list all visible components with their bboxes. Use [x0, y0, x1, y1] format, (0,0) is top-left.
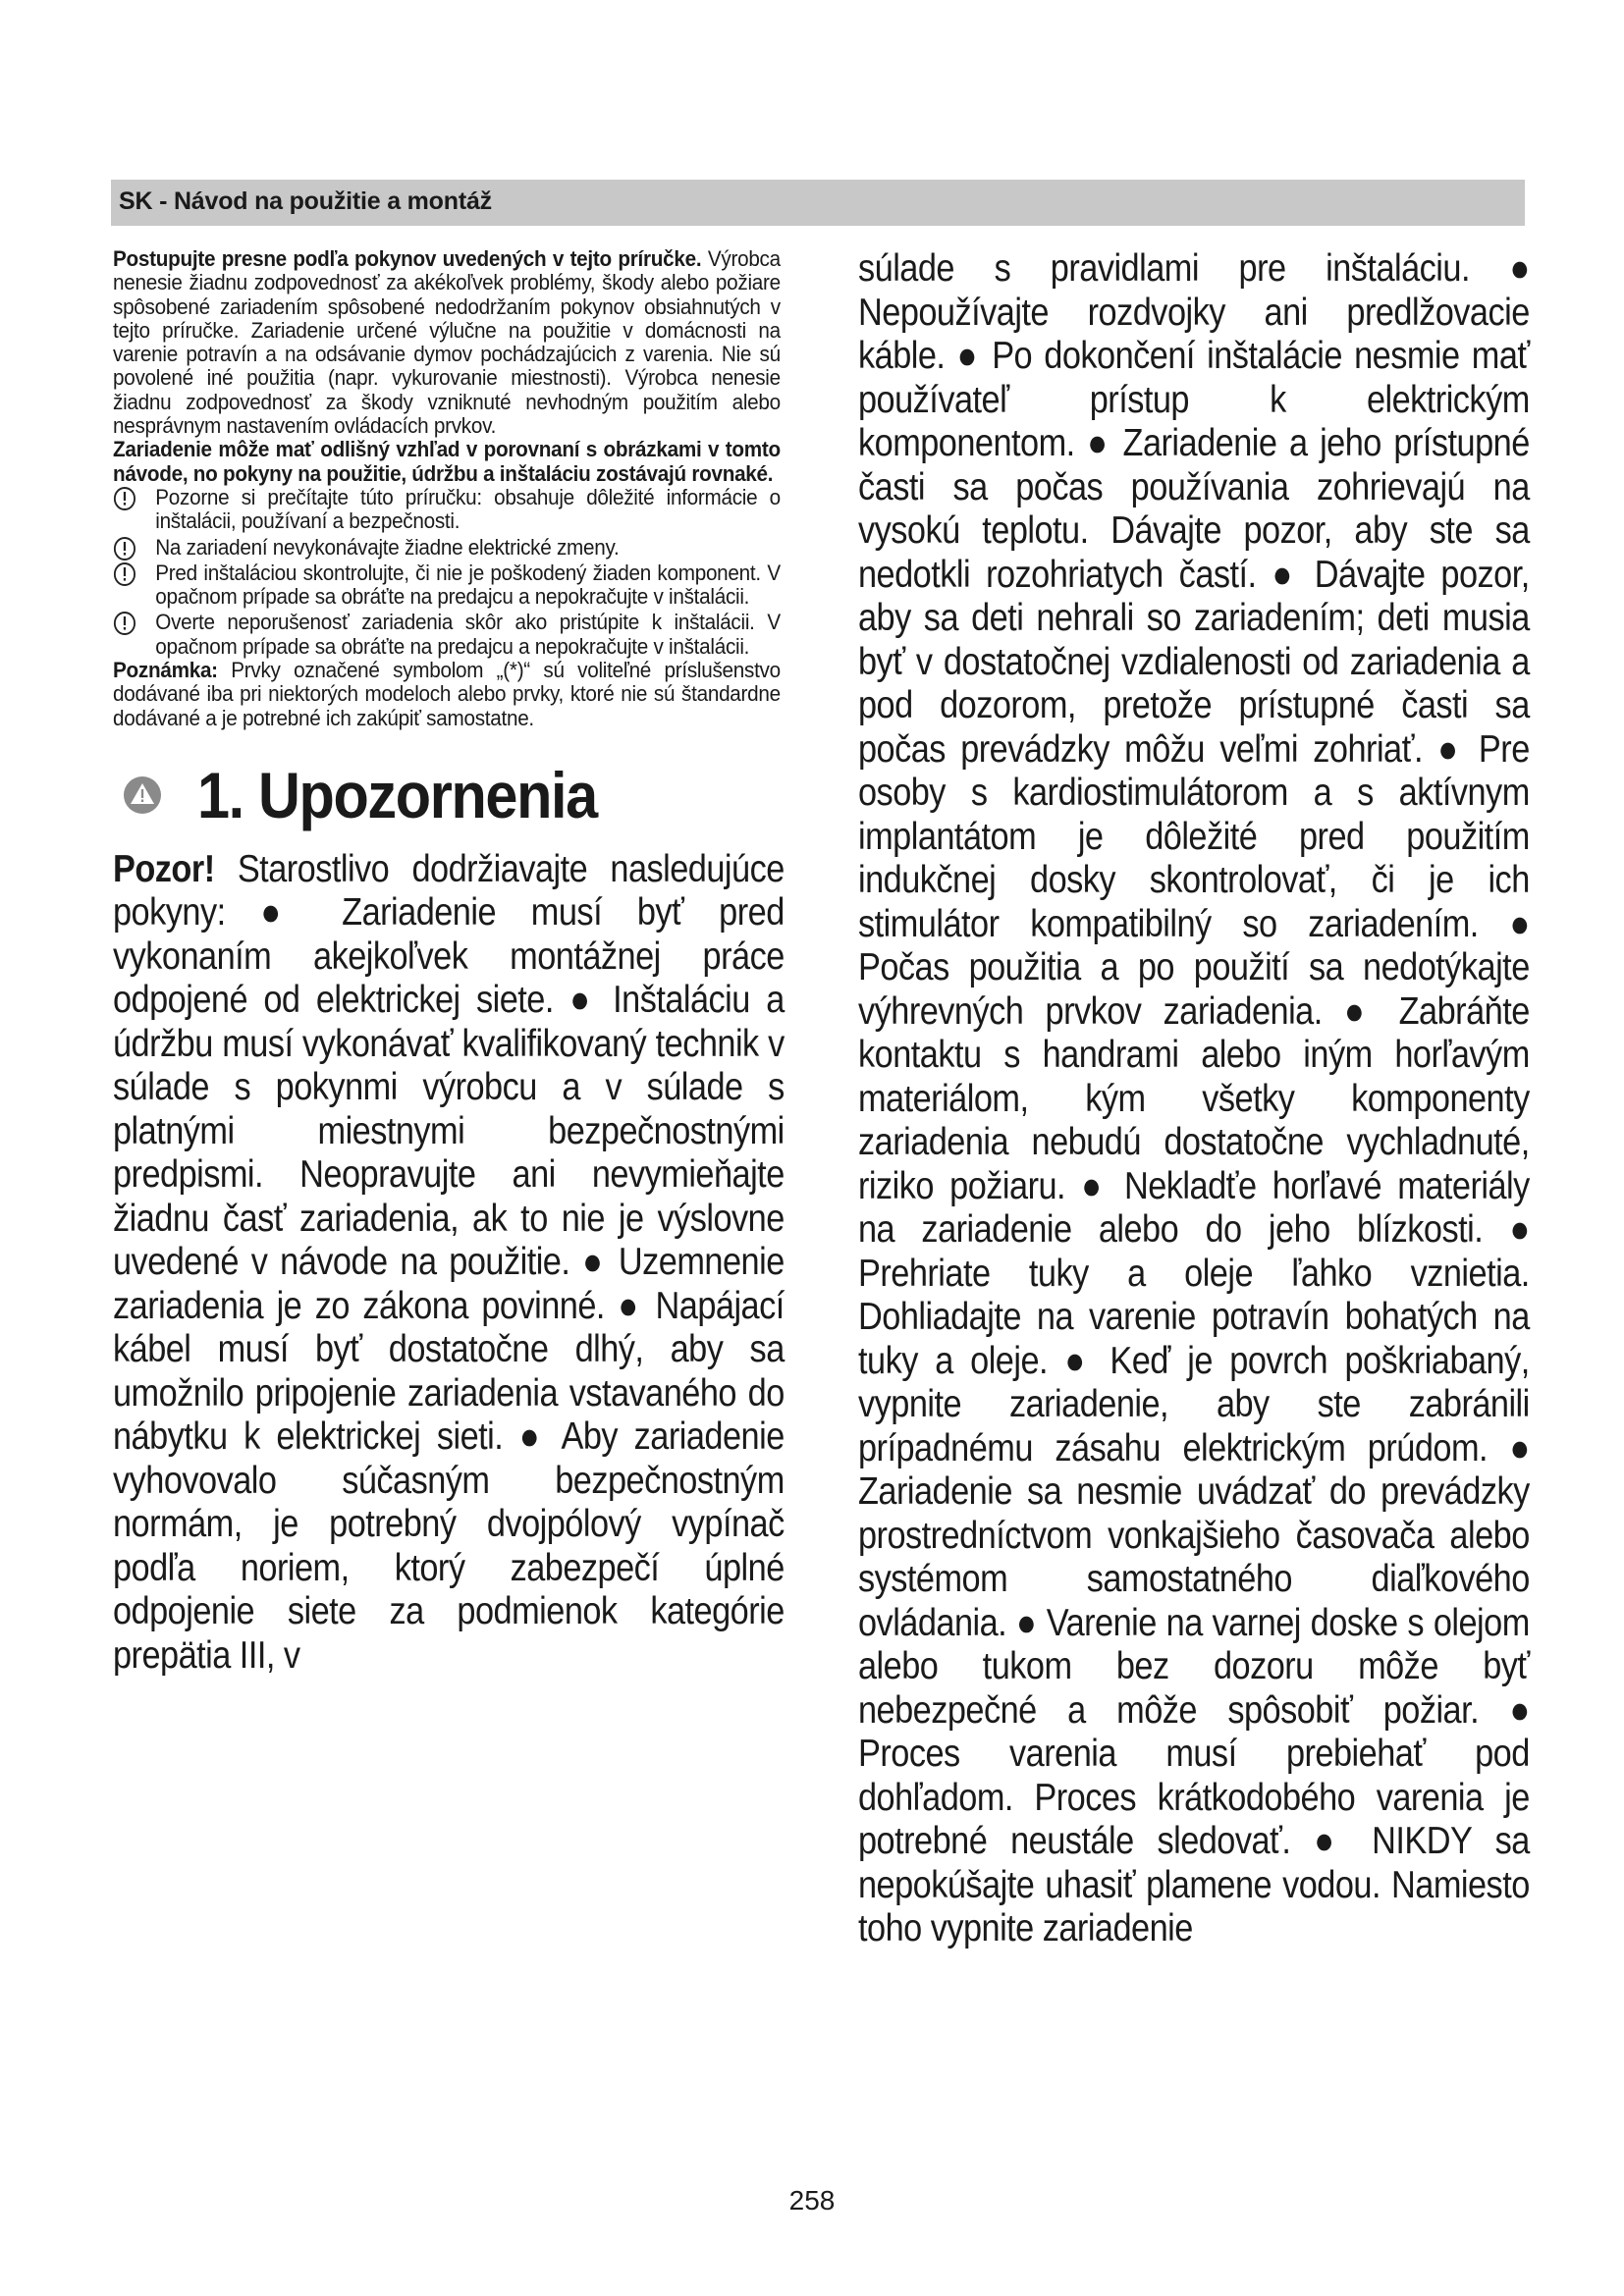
page-header-title: SK - Návod na použitie a montáž	[119, 187, 492, 215]
note-text: Prvky označené symbolom „(*)“ sú voliteľné príslušenstvo dodávané iba pri niektorých modeloch alebo prvky, ktoré nie sú štandardne dodávané a je potrebné ich zakúpiť samostatne.	[113, 658, 781, 730]
left-column	[113, 246, 785, 1678]
warning-circle-icon	[113, 561, 136, 587]
warning-text: Pozorne si prečítajte túto príručku: obsahuje dôležité informácie o inštalácii, používaní a bezpečnosti.	[155, 484, 781, 534]
right-column	[858, 247, 1528, 1951]
warning-item	[113, 486, 781, 534]
warning-item	[113, 611, 781, 659]
warning-text: Overte neporušenosť zariadenia skôr ako pristúpite k inštalácii. V opačnom prípade sa obráťte na predajcu a nepokračujte v inštalácii.	[155, 610, 781, 659]
warning-triangle-circle-icon	[123, 775, 162, 815]
warning-text: Pred inštaláciou skontrolujte, či nie je poškodený žiaden komponent. V opačnom prípade sa obráťte na predajcu a nepokračujte v inštalácii.	[155, 560, 781, 610]
warning-circle-icon	[113, 536, 136, 561]
section-body-right	[858, 247, 1530, 1951]
appearance-note: Zariadenie môže mať odlišný vzhľad v porovnaní s obrázkami v tomto návode, no pokyny na použitie, údržbu a inštaláciu zostávajú rovnaké.	[113, 437, 781, 486]
warning-text: Na zariadení nevykonávajte žiadne elektrické zmeny.	[155, 534, 620, 560]
header-bar	[111, 180, 1525, 226]
section-title: 1. Upozornenia	[197, 758, 597, 831]
section-text-right: súlade s pravidlami pre inštaláciu. ● Nepoužívajte rozdvojky ani predlžovacie káble. ● Po dokončení inštalácie nesmie mať používateľ prístup k elektrickým komponentom. ● Zariadenie a jeho prístupné časti sa počas používania zohrievajú na vysokú teplotu. Dávajte pozor, aby ste sa nedotkli rozohriatych častí. ● Dávajte pozor, aby sa deti nehrali so zariadením; deti musia byť v dostatočnej vzdialenosti od zariadenia a pod dozorom, pretože prístupné časti sa počas prevádzky môžu veľmi zohriať. ● Pre osoby s kardiostimulátorom a s aktívnym implantátom je dôležité pred použitím indukčnej dosky skontrolovať, či je ich stimulátor kompatibilný so zariadením. ● Počas použitia a po použití sa nedotýkajte výhrevných prvkov zariadenia. ● Zabráňte kontaktu s handrami alebo iným horľavým materiálom, kým všetky komponenty zariadenia nebudú dostatočne vychladnuté, riziko požiaru. ● Nekladťe horľavé materiály na zariadenie alebo do jeho blízkosti. ● Prehriate tuky a oleje ľahko vznietia. Dohliadajte na varenie potravín bohatých na tuky a oleje. ● Keď je povrch poškriabaný, vypnite zariadenie, aby ste zabránili prípadnému zásahu elektrickým prúdom. ● Zariadenie sa nesmie uvádzať do prevádzky prostredníctvom vonkajšieho časovača alebo systémom samostatného diaľkového ovládania. ● Varenie na varnej doske s olejom alebo tukom bez dozoru môže byť nebezpečné a môže spôsobiť požiar. ● Proces varenia musí prebiehať pod dohľadom. Proces krátkodobého varenia je potrebné neustále sledovať. ● NIKDY sa nepokúšajte uhasiť plamene vodou. Namiesto toho vypnite zariadenie	[858, 247, 1530, 1949]
warning-circle-icon	[113, 611, 136, 636]
intro-text: Výrobca nenesie žiadnu zodpovednosť za akékoľvek problémy, škody alebo požiare spôsobené zariadením spôsobené nedodržaním pokynov obsiahnutých v tejto príručke. Zariadenie určené výlučne na použitie v domácnosti na varenie potravín a na odsávanie dymov pochádzajúcich z varenia. Nie sú povolené iné použitia (napr. vykurovanie miestnosti). Výrobca nenesie žiadnu zodpovednosť za škody vzniknuté nevhodným použitím alebo nesprávnym nastavením ovládacích prvkov.	[113, 246, 781, 439]
note-label: Poznámka:	[113, 658, 218, 683]
warning-item	[113, 561, 781, 610]
page-number: 258	[788, 2185, 836, 2216]
section-lead: Pozor!	[113, 847, 215, 890]
intro-block	[113, 247, 781, 730]
intro-paragraph	[113, 247, 781, 438]
section-paragraph-left	[113, 848, 785, 1679]
note-paragraph	[113, 659, 781, 730]
section-heading	[113, 758, 781, 832]
intro-lead: Postupujte presne podľa pokynov uvedených v tejto príručke.	[113, 246, 702, 271]
section-text-left: Starostlivo dodržiavajte nasledujúce pokyny: ● Zariadenie musí byť pred vykonaním akejkoľvek montážnej práce odpojené od elektrickej siete. ● Inštaláciu a údržbu musí vykonávať kvalifikovaný technik v súlade s pokynmi výrobcu a v súlade s platnými miestnymi bezpečnostnými predpismi. Neopravujte ani nevymieňajte žiadnu časť zariadenia, ak to nie je výslovne uvedené v návode na použitie. ● Uzemnenie zariadenia je zo zákona povinné. ● Napájací kábel musí byť dostatočne dlhý, aby sa umožnilo pripojenie zariadenia vstavaného do nábytku k elektrickej sieti. ● Aby zariadenie vyhovovalo súčasným bezpečnostným normám, je potrebný dvojpólový vypínač podľa noriem, ktorý zabezpečí úplné odpojenie siete za podmienok kategórie prepätia III, v	[113, 847, 785, 1677]
section-body-left	[113, 848, 785, 1679]
warning-circle-icon	[113, 486, 136, 511]
warning-item	[113, 536, 781, 560]
